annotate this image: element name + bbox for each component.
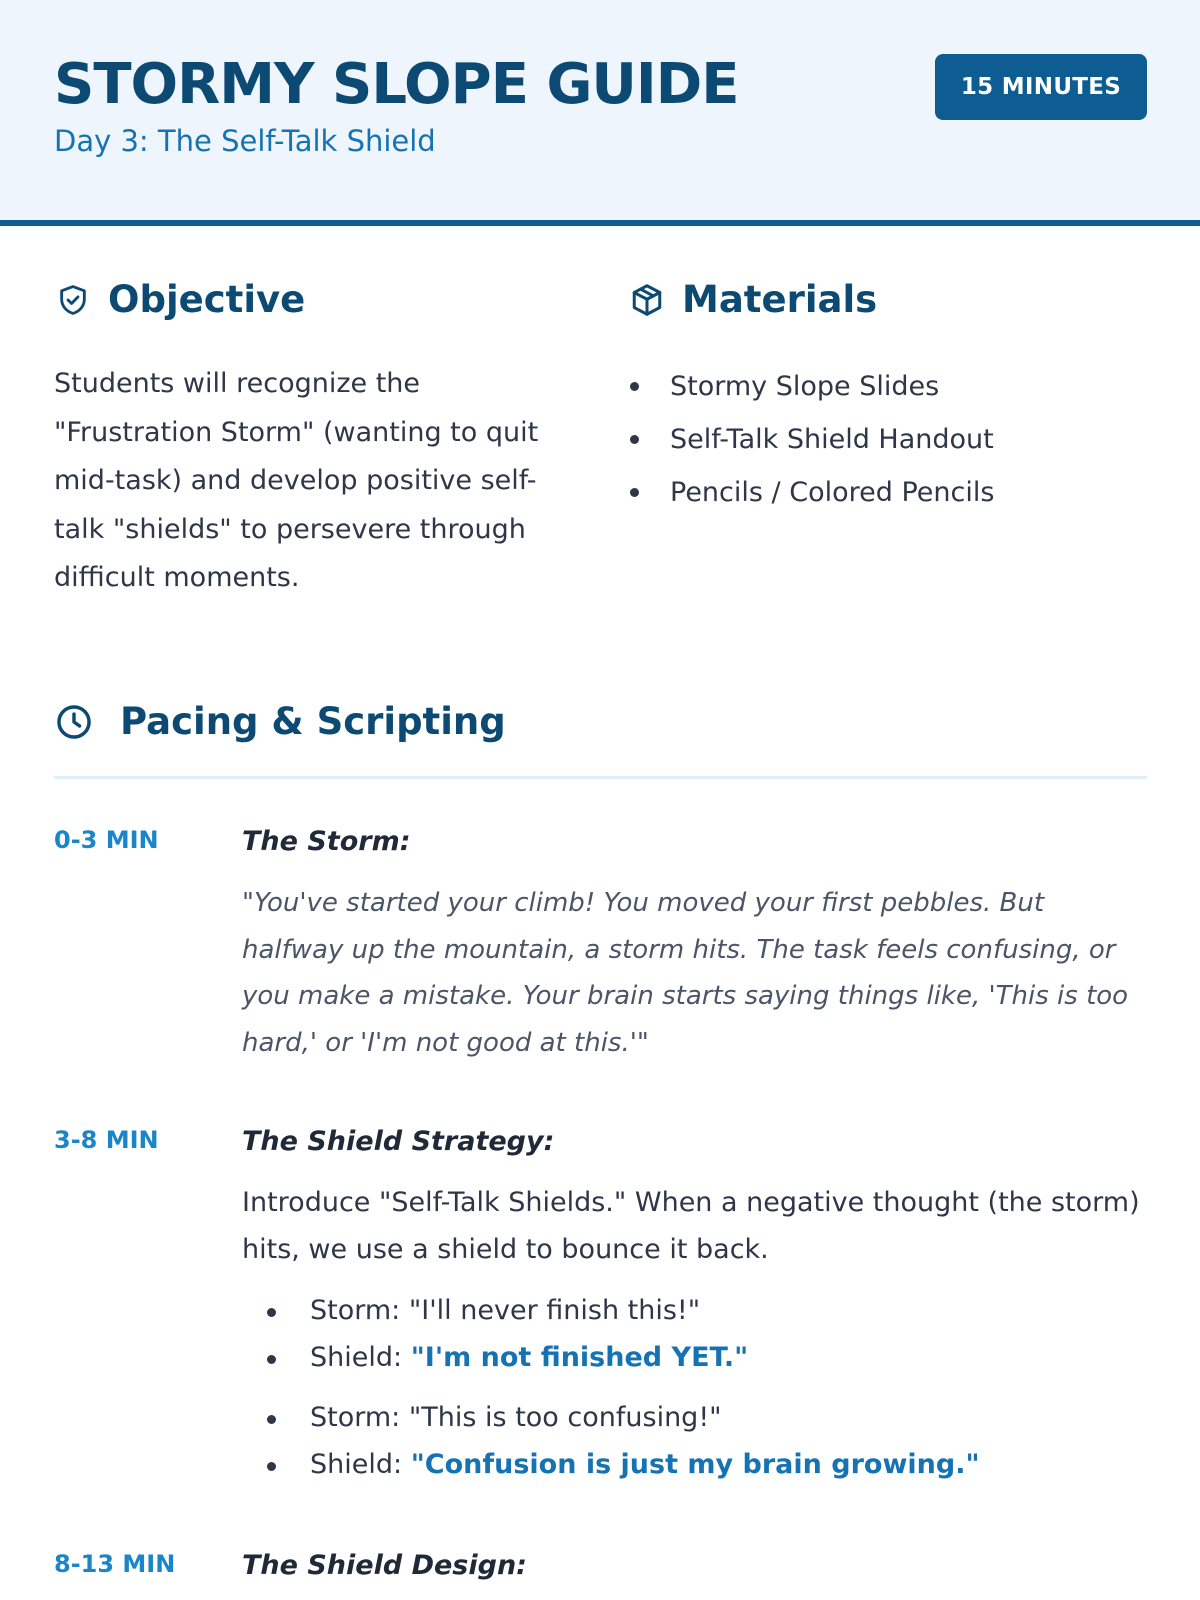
shield-item	[242, 1442, 980, 1489]
storm-text: "I'll never finish this!"	[408, 1295, 701, 1326]
step-time: 0-3 MIN	[54, 826, 159, 854]
step-description: Introduce "Self-Talk Shields." When a negative thought (the storm) hits, we use a shield to bounce it back.	[242, 1187, 1140, 1265]
step-time: 8-13 MIN	[54, 1550, 176, 1578]
clock-icon	[54, 702, 94, 742]
objective-heading	[54, 278, 305, 321]
step-time: 3-8 MIN	[54, 1126, 159, 1154]
step-script-quote: "You've started your climb! You moved your first pebbles. But halfway up the mountain, a storm hits. The task feels confusing, or you make a mistake. Your brain starts saying things like, 'This is too hard,' or 'I'm not good at this.'"	[242, 888, 1129, 1058]
pacing-heading	[54, 700, 506, 743]
storm-item	[242, 1288, 748, 1335]
section-divider	[54, 776, 1147, 779]
objective-text: Students will recognize the "Frustration Storm" (wanting to quit mid-task) and develop positive self-talk "shields" to persevere through difficult moments.	[54, 368, 539, 593]
materials-item: Pencils / Colored Pencils	[628, 466, 994, 519]
materials-heading-label: Materials	[682, 278, 878, 321]
shield-check-icon	[54, 281, 92, 319]
storm-shield-pair	[242, 1288, 748, 1381]
storm-label: Storm:	[310, 1402, 401, 1433]
shield-item	[242, 1335, 748, 1382]
page-title: STORMY SLOPE GUIDE	[54, 52, 739, 117]
shield-label: Shield:	[310, 1341, 403, 1373]
step-title: The Storm:	[242, 826, 411, 857]
materials-list	[628, 360, 994, 519]
duration-badge: 15 MINUTES	[935, 54, 1147, 120]
materials-item: Self-Talk Shield Handout	[628, 413, 994, 466]
objective-heading-label: Objective	[108, 278, 306, 321]
storm-label: Storm:	[310, 1295, 401, 1326]
page-header	[0, 0, 1200, 226]
pacing-heading-label: Pacing & Scripting	[120, 700, 506, 743]
storm-text: "This is too confusing!"	[408, 1402, 722, 1433]
shield-label: Shield:	[310, 1448, 403, 1480]
shield-text: "Confusion is just my brain growing."	[410, 1448, 980, 1480]
package-icon	[628, 281, 666, 319]
step-title: The Shield Design:	[242, 1550, 527, 1581]
shield-text: "I'm not finished YET."	[410, 1341, 749, 1373]
materials-item: Stormy Slope Slides	[628, 360, 994, 413]
storm-item	[242, 1395, 980, 1442]
step-title: The Shield Strategy:	[242, 1126, 555, 1157]
page-subtitle: Day 3: The Self-Talk Shield	[54, 124, 436, 158]
storm-shield-pair	[242, 1395, 980, 1488]
materials-heading	[628, 278, 877, 321]
